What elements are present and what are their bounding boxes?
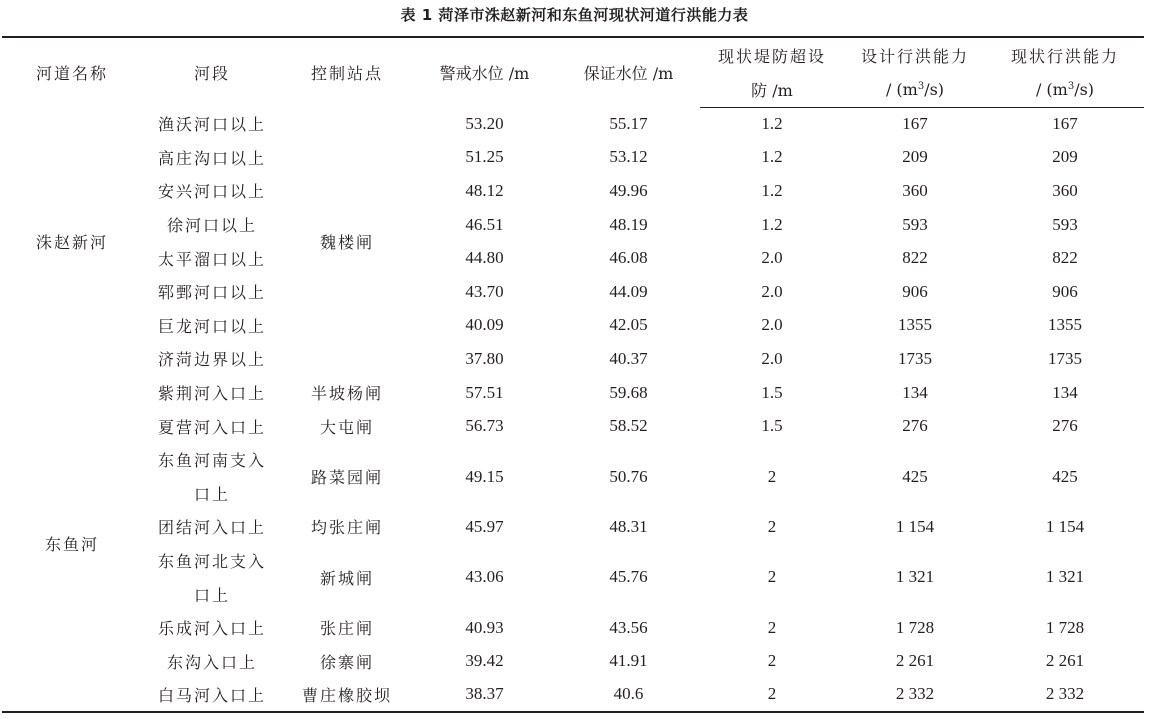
warning-level-cell: 57.51	[465, 382, 504, 402]
current-capacity-cell: 593	[1052, 214, 1078, 234]
station-cell: 路菜园闸	[310, 468, 383, 488]
section-cell: 白马河入口上	[157, 685, 266, 705]
section-cell-line1: 东鱼河南支入	[157, 451, 266, 471]
guarantee-level-cell: 58.52	[609, 416, 648, 436]
river-name-cell: 洙赵新河	[35, 232, 108, 252]
guarantee-level-cell: 43.56	[609, 617, 648, 637]
current-capacity-cell: 276	[1052, 416, 1078, 436]
warning-level-cell: 45.97	[465, 516, 504, 536]
levee-cell: 2.0	[761, 315, 783, 335]
header-warning-level: 警戒水位 /m	[439, 64, 530, 83]
guarantee-level-cell: 41.91	[609, 651, 648, 671]
header-station: 控制站点	[310, 64, 383, 83]
current-capacity-cell: 209	[1052, 147, 1078, 167]
levee-cell: 2	[767, 466, 777, 486]
warning-level-cell: 51.25	[465, 147, 504, 167]
table-row	[2, 174, 1144, 208]
table-row	[2, 107, 1144, 141]
header-row	[2, 37, 1144, 72]
section-cell: 郓鄄河口以上	[157, 283, 266, 303]
section-cell: 高庄沟口以上	[157, 148, 266, 168]
guarantee-level-cell: 40.6	[613, 684, 644, 704]
warning-level-cell: 39.42	[465, 651, 504, 671]
guarantee-level-cell: 59.68	[609, 382, 648, 402]
header-levee-line1: 现状堤防超设	[717, 46, 826, 66]
station-cell: 魏楼闸	[319, 232, 374, 252]
design-capacity-cell: 2 261	[895, 651, 935, 671]
warning-level-cell: 40.93	[465, 617, 504, 637]
header-current-unit-pre: / (m	[1035, 79, 1068, 99]
section-cell: 渔沃河口以上	[157, 115, 266, 135]
levee-cell: 1.2	[761, 114, 783, 134]
table-row	[2, 342, 1144, 376]
table-caption: 表 1 菏泽市洙赵新河和东鱼河现状河道行洪能力表	[400, 6, 749, 24]
levee-cell: 1.2	[761, 147, 783, 167]
table-row	[2, 409, 1144, 443]
guarantee-level-cell: 48.31	[609, 516, 648, 536]
header-guarantee-level: 保证水位 /m	[583, 64, 674, 83]
design-capacity-cell: 1355	[898, 315, 932, 335]
levee-cell: 2	[767, 684, 777, 704]
design-capacity-cell: 425	[902, 466, 928, 486]
current-capacity-cell: 822	[1052, 248, 1078, 268]
current-capacity-cell: 167	[1052, 114, 1078, 134]
design-capacity-cell: 1 154	[895, 516, 935, 536]
section-cell-line2: 口上	[193, 484, 230, 504]
levee-cell: 1.5	[761, 382, 783, 402]
levee-cell: 2	[767, 567, 777, 587]
section-cell: 安兴河口以上	[157, 182, 266, 202]
levee-cell: 1.2	[761, 180, 783, 200]
river-name-cell: 东鱼河	[44, 534, 99, 554]
header-design-unit	[844, 72, 986, 107]
table-row	[2, 611, 1144, 645]
design-capacity-cell: 360	[902, 180, 928, 200]
design-capacity-cell: 276	[902, 416, 928, 436]
header-current-unit-sup: 3	[1067, 80, 1075, 92]
table-header	[2, 37, 1144, 107]
warning-level-cell: 43.70	[465, 281, 504, 301]
current-capacity-cell: 425	[1052, 466, 1078, 486]
current-capacity-cell: 134	[1052, 382, 1078, 402]
section-cell: 东沟入口上	[166, 652, 257, 672]
table-body	[2, 107, 1144, 712]
station-cell: 徐寨闸	[319, 652, 374, 672]
guarantee-level-cell: 40.37	[609, 348, 648, 368]
table-row	[2, 241, 1144, 275]
current-capacity-cell: 1 154	[1045, 516, 1085, 536]
design-capacity-cell: 822	[902, 248, 928, 268]
warning-level-cell: 44.80	[465, 248, 504, 268]
design-capacity-cell: 906	[902, 281, 928, 301]
guarantee-level-cell: 46.08	[609, 248, 648, 268]
section-cell: 团结河入口上	[157, 518, 266, 538]
levee-cell: 1.2	[761, 214, 783, 234]
levee-cell: 1.5	[761, 416, 783, 436]
table-row	[2, 275, 1144, 309]
warning-level-cell: 43.06	[465, 567, 504, 587]
section-cell: 太平溜口以上	[157, 249, 266, 269]
levee-cell: 2.0	[761, 281, 783, 301]
station-cell: 均张庄闸	[310, 518, 383, 538]
section-cell: 乐成河入口上	[157, 619, 266, 639]
current-capacity-cell: 906	[1052, 281, 1078, 301]
current-capacity-cell: 1355	[1048, 315, 1082, 335]
table-row	[2, 376, 1144, 410]
levee-cell: 2	[767, 617, 777, 637]
current-capacity-cell: 1 728	[1045, 617, 1085, 637]
guarantee-level-cell: 44.09	[609, 281, 648, 301]
station-cell: 大屯闸	[319, 417, 374, 437]
warning-level-cell: 53.20	[465, 113, 504, 133]
warning-level-cell: 38.37	[465, 684, 504, 704]
guarantee-level-cell: 48.19	[609, 214, 648, 234]
section-cell: 夏营河入口上	[157, 417, 266, 437]
station-cell: 新城闸	[319, 568, 374, 588]
guarantee-level-cell: 49.96	[609, 180, 648, 200]
guarantee-level-cell: 53.12	[609, 147, 648, 167]
guarantee-level-cell: 42.05	[609, 315, 648, 335]
station-cell: 张庄闸	[319, 619, 374, 639]
header-design-line1: 设计行洪能力	[860, 46, 969, 66]
levee-cell: 2	[767, 651, 777, 671]
table-row	[2, 544, 1144, 578]
table-row	[2, 309, 1144, 343]
guarantee-level-cell: 45.76	[609, 567, 648, 587]
guarantee-level-cell: 50.76	[609, 466, 648, 486]
table-row	[2, 443, 1144, 477]
design-capacity-cell: 593	[902, 214, 928, 234]
header-design-unit-post: /s)	[924, 79, 945, 99]
header-river-name: 河道名称	[35, 64, 108, 83]
flood-capacity-table	[2, 36, 1144, 713]
section-cell: 巨龙河口以上	[157, 316, 266, 336]
section-cell: 紫荆河入口上	[157, 384, 266, 404]
design-capacity-cell: 1735	[898, 348, 932, 368]
section-cell-line1: 东鱼河北支入	[157, 552, 266, 572]
header-section: 河段	[193, 64, 230, 83]
header-current-unit	[986, 72, 1144, 107]
header-current-line1: 现状行洪能力	[1010, 46, 1119, 66]
section-cell: 徐河口以上	[166, 216, 257, 236]
warning-level-cell: 40.09	[465, 315, 504, 335]
header-design-unit-sup: 3	[917, 80, 925, 92]
header-current-unit-post: /s)	[1074, 79, 1095, 99]
table-row	[2, 141, 1144, 175]
warning-level-cell: 46.51	[465, 214, 504, 234]
station-cell: 曹庄橡胶坝	[301, 685, 392, 705]
current-capacity-cell: 2 332	[1045, 684, 1085, 704]
current-capacity-cell: 360	[1052, 180, 1078, 200]
levee-cell: 2	[767, 516, 777, 536]
warning-level-cell: 56.73	[465, 416, 504, 436]
design-capacity-cell: 167	[902, 114, 928, 134]
section-cell-line2: 口上	[193, 585, 230, 605]
current-capacity-cell: 1 321	[1045, 567, 1085, 587]
table-row	[2, 645, 1144, 679]
warning-level-cell: 49.15	[465, 466, 504, 486]
current-capacity-cell: 2 261	[1045, 651, 1085, 671]
station-cell: 半坡杨闸	[310, 384, 383, 404]
table-row	[2, 678, 1144, 712]
design-capacity-cell: 1 321	[895, 567, 935, 587]
design-capacity-cell: 209	[902, 147, 928, 167]
guarantee-level-cell: 55.17	[609, 113, 648, 133]
design-capacity-cell: 2 332	[895, 684, 935, 704]
table-row	[2, 208, 1144, 242]
design-capacity-cell: 134	[902, 382, 928, 402]
levee-cell: 2.0	[761, 348, 783, 368]
header-design-unit-pre: / (m	[885, 79, 918, 99]
header-levee-line2: 防 /m	[700, 72, 844, 107]
section-cell: 济菏边界以上	[157, 350, 266, 370]
warning-level-cell: 48.12	[465, 180, 504, 200]
warning-level-cell: 37.80	[465, 348, 504, 368]
design-capacity-cell: 1 728	[895, 617, 935, 637]
table-row	[2, 510, 1144, 544]
levee-cell: 2.0	[761, 248, 783, 268]
current-capacity-cell: 1735	[1048, 348, 1082, 368]
